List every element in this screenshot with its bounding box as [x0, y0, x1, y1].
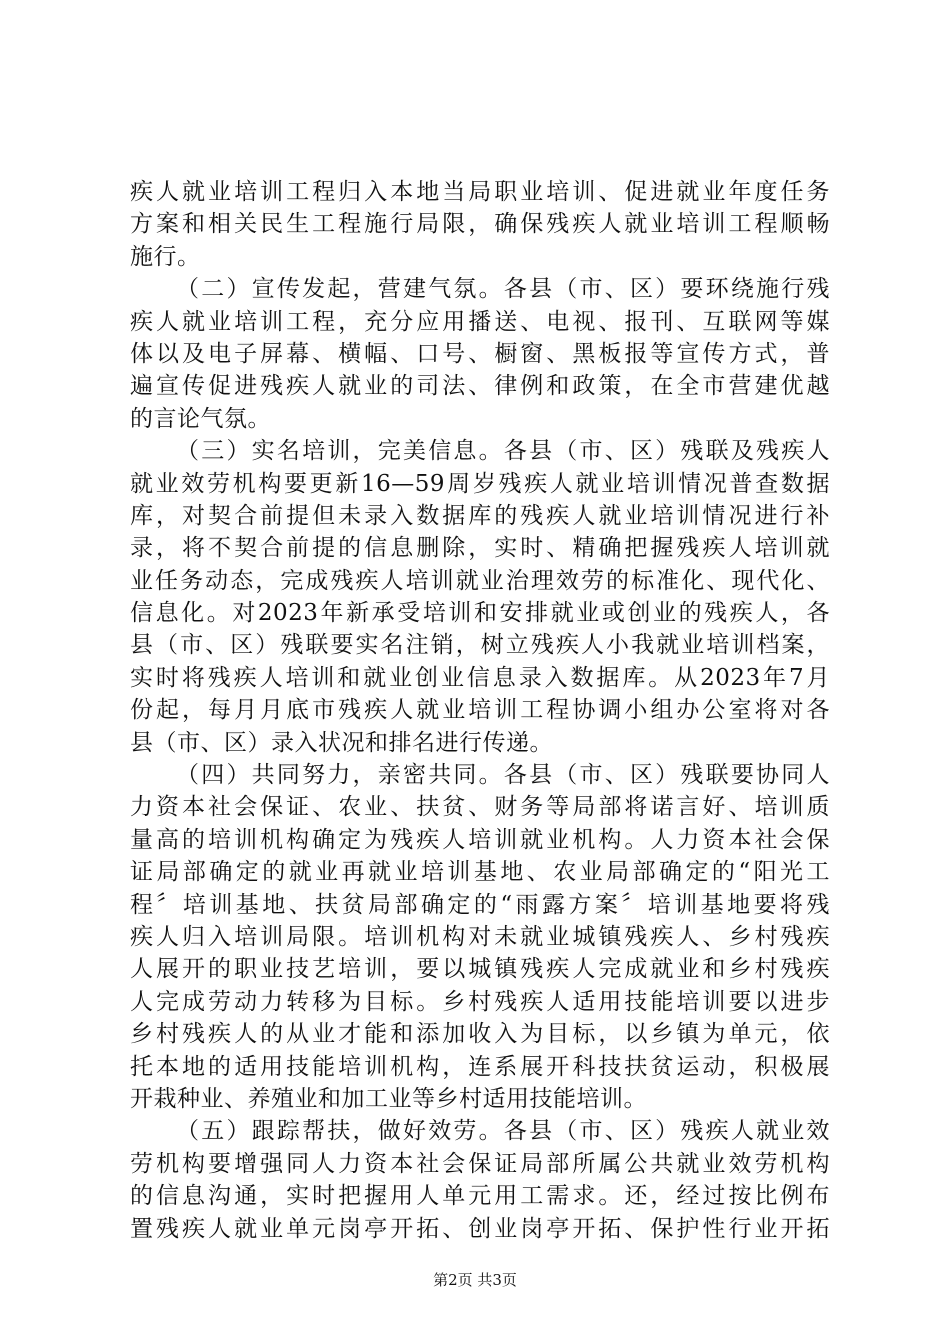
text-line: 录，将不契合前提的信息删除，实时、精确把握残疾人培训就: [130, 535, 830, 562]
text-line: 库，对契合前提但未录入数据库的残疾人就业培训情况进行补: [130, 502, 830, 529]
text-line: 业任务动态，完成残疾人培训就业治理效劳的标准化、现代化、: [130, 567, 830, 594]
text-line: 方案和相关民生工程施行局限，确保残疾人就业培训工程顺畅: [130, 211, 830, 238]
text-line: 证局部确定的就业再就业培训基地、农业局部确定的“阳光工: [130, 859, 830, 886]
page-number-label: 第2页 共3页: [433, 1271, 517, 1289]
text-line: 施行。: [130, 243, 201, 270]
text-line: 开栽种业、养殖业和加工业等乡村适用技能培训。: [130, 1085, 647, 1112]
text-line: 托本地的适用技能培训机构，连系展开科技扶贫运动，积极展: [130, 1053, 830, 1080]
text-line: 力资本社会保证、农业、扶贫、财务等局部将诺言好、培训质: [130, 794, 830, 821]
text-line: 的信息沟通，实时把握用人单元用工需求。还，经过按比例布: [130, 1183, 830, 1210]
paragraph-first-line: （四）共同努力，亲密共同。各县（市、区）残联要协同人: [176, 762, 830, 789]
text-line: 置残疾人就业单元岗亭开拓、创业岗亭开拓、保护性行业开拓: [130, 1215, 830, 1242]
text-line: 人展开的职业技艺培训，要以城镇残疾人完成就业和乡村残疾: [130, 956, 830, 983]
paragraph-first-line: （五）跟踪帮扶，做好效劳。各县（市、区）残疾人就业效: [176, 1118, 830, 1145]
text-line: 人完成劳动力转移为目标。乡村残疾人适用技能培训要以进步: [130, 988, 830, 1015]
text-line: 实时将残疾人培训和就业创业信息录入数据库。从2023年7月: [130, 664, 830, 691]
text-line: 就业效劳机构要更新16—59周岁残疾人就业培训情况普查数据: [130, 470, 830, 497]
document-body: [130, 176, 830, 1245]
text-line: 乡村残疾人的从业才能和添加收入为目标，以乡镇为单元，依: [130, 1021, 830, 1048]
text-line: 疾人就业培训工程归入本地当局职业培训、促进就业年度任务: [130, 179, 830, 205]
text-line: 疾人归入培训局限。培训机构对未就业城镇残疾人、乡村残疾: [130, 923, 830, 950]
text-line: 劳机构要增强同人力资本社会保证局部所属公共就业效劳机构: [130, 1150, 830, 1177]
text-line: 程〞培训基地、扶贫局部确定的“雨露方案〞培训基地要将残: [130, 891, 830, 918]
text-line: 信息化。对2023年新承受培训和安排就业或创业的残疾人，各: [130, 600, 830, 627]
text-line: 的言论气氛。: [130, 405, 271, 432]
paragraph-first-line: （三）实名培训，完美信息。各县（市、区）残联及残疾人: [176, 438, 830, 465]
text-line: 份起，每月月底市残疾人就业培训工程协调小组办公室将对各: [130, 697, 830, 724]
text-line: 遍宣传促进残疾人就业的司法、律例和政策，在全市营建优越: [130, 373, 830, 400]
text-line: 县（市、区）录入状况和排名进行传递。: [130, 729, 553, 756]
text-line: 疾人就业培训工程，充分应用播送、电视、报刊、互联网等媒: [130, 308, 830, 335]
text-line: 量高的培训机构确定为残疾人培训就业机构。人力资本社会保: [130, 826, 830, 853]
text-line: 县（市、区）残联要实名注销，树立残疾人小我就业培训档案，: [130, 632, 830, 659]
page-footer: [0, 1270, 950, 1290]
paragraph-first-line: （二）宣传发起，营建气氛。各县（市、区）要环绕施行残: [176, 276, 830, 303]
text-line: 体以及电子屏幕、横幅、口号、橱窗、黑板报等宣传方式，普: [130, 340, 830, 367]
